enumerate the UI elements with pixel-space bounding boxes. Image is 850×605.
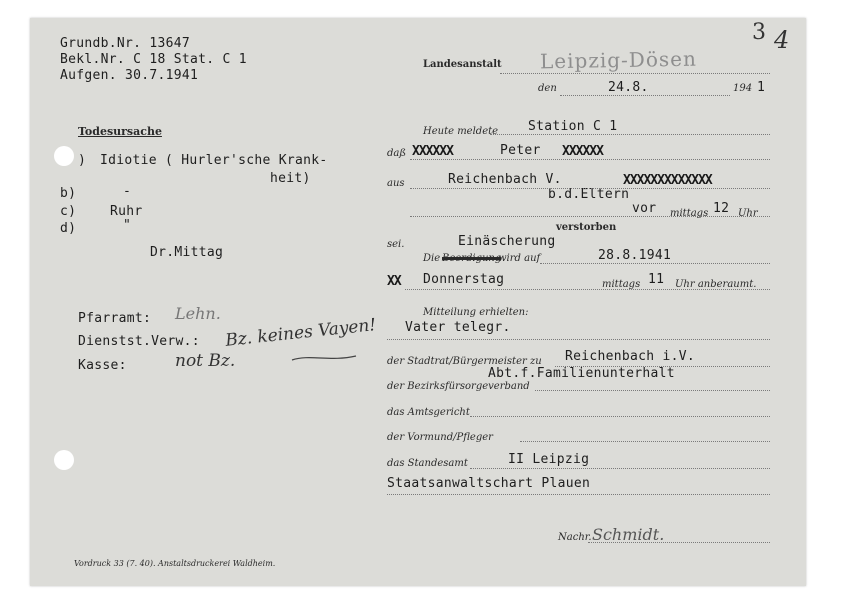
header-aufgen: Aufgen. 30.7.1941: [60, 68, 199, 83]
struck-xx: XX: [387, 274, 401, 289]
date-prefix: den: [538, 83, 557, 94]
punch-hole-top: [54, 146, 74, 166]
redacted-address: XXXXXXXXXXXXX: [623, 173, 712, 188]
nachr-label: Nachr.: [558, 532, 592, 543]
bezirk-label: der Bezirksfürsorgeverband: [387, 381, 530, 392]
staatsanwaltschaft-value: Staatsanwaltschart Plauen: [387, 476, 591, 491]
amtsgericht-label: das Amtsgericht: [387, 407, 470, 418]
weekday-value: Donnerstag: [423, 272, 505, 287]
kasse-handwritten: not Bz.: [175, 351, 236, 371]
page-number-4: 4: [774, 26, 790, 54]
bezirk-value: Abt.f.Familienunterhalt: [488, 366, 675, 381]
dass-label: daß: [387, 148, 407, 159]
death-hour: 12: [713, 201, 730, 216]
form-footer: Vordruck 33 (7. 40). Anstaltsdruckerei Waldheim.: [74, 559, 276, 568]
einaescherung-value: Einäscherung: [458, 234, 556, 249]
redacted-surname-2: XXXXXX: [562, 144, 603, 159]
cause-c-marker: c): [60, 204, 77, 219]
stadtrat-value: Reichenbach i.V.: [565, 349, 696, 364]
funeral-hour: 11: [648, 272, 665, 287]
year-suffix: 1: [757, 80, 766, 95]
station-value: Station C 1: [528, 119, 618, 134]
uhr-label: Uhr: [738, 208, 758, 219]
sei-label: sei.: [387, 239, 405, 250]
first-name: Peter: [500, 143, 541, 158]
redacted-surname-1: XXXXXX: [412, 144, 453, 159]
mittags-label-2: mittags: [602, 279, 641, 290]
funeral-date: 28.8.1941: [598, 248, 672, 263]
die-label: Die: [423, 253, 441, 264]
nachr-handwritten: Schmidt.: [592, 525, 665, 544]
cause-d-marker: d): [60, 221, 77, 236]
cause-b-text: -: [123, 184, 132, 199]
dienststelle-handwritten: Bz. keines Vayen!: [224, 315, 378, 351]
header-grundbuch: Grundb.Nr. 13647: [60, 36, 191, 51]
institution-stamp: Leipzig-Dösen: [539, 46, 698, 74]
wird-auf-label: wird auf: [498, 253, 541, 264]
heute-label: Heute meldete: [423, 126, 499, 137]
report-date: 24.8.: [608, 80, 649, 95]
vater-value: Vater telegr.: [405, 320, 511, 335]
cause-c-text: Ruhr: [110, 204, 143, 219]
cause-a-text2: heit): [270, 171, 311, 186]
standesamt-label: das Standesamt: [387, 458, 468, 469]
cause-a-text: Idiotie ( Hurler'sche Krank-: [100, 153, 328, 168]
cause-d-text: ": [123, 218, 132, 233]
parents-value: b.d.Eltern: [548, 187, 630, 202]
header-bekl: Bekl.Nr. C 18 Stat. C 1: [60, 52, 247, 67]
landesanstalt-label: Landesanstalt: [423, 59, 502, 70]
year-prefix: 194: [733, 83, 753, 94]
verstorben-label: verstorben: [556, 222, 617, 233]
page-number-3: 3: [752, 20, 766, 45]
aus-label: aus: [387, 178, 405, 189]
punch-hole-bottom: [54, 450, 74, 470]
dienststelle-label: Dienstst.Verw.:: [78, 334, 200, 349]
attending-doctor: Dr.Mittag: [150, 245, 224, 260]
pfarramt-label: Pfarramt:: [78, 311, 152, 326]
document-sheet: [30, 18, 806, 586]
cause-a-marker: ): [78, 153, 87, 168]
pfarramt-handwritten: Lehn.: [175, 304, 221, 323]
stadtrat-label: der Stadtrat/Bürgermeister zu: [387, 356, 542, 367]
struck-beerdigung: Beerdigung: [442, 253, 502, 264]
vor-value: vor: [632, 201, 657, 216]
kasse-label: Kasse:: [78, 358, 127, 373]
mitteilung-label: Mitteilung erhielten:: [423, 307, 529, 318]
vormund-label: der Vormund/Pfleger: [387, 432, 493, 443]
mittags-label: mittags: [670, 208, 709, 219]
cause-heading: Todesursache: [78, 125, 162, 138]
handwritten-underline: [290, 350, 360, 364]
cause-b-marker: b): [60, 186, 77, 201]
anberaumt-label: Uhr anberaumt.: [675, 279, 757, 290]
town-value: Reichenbach V.: [448, 172, 562, 187]
standesamt-value: II Leipzig: [508, 452, 590, 467]
